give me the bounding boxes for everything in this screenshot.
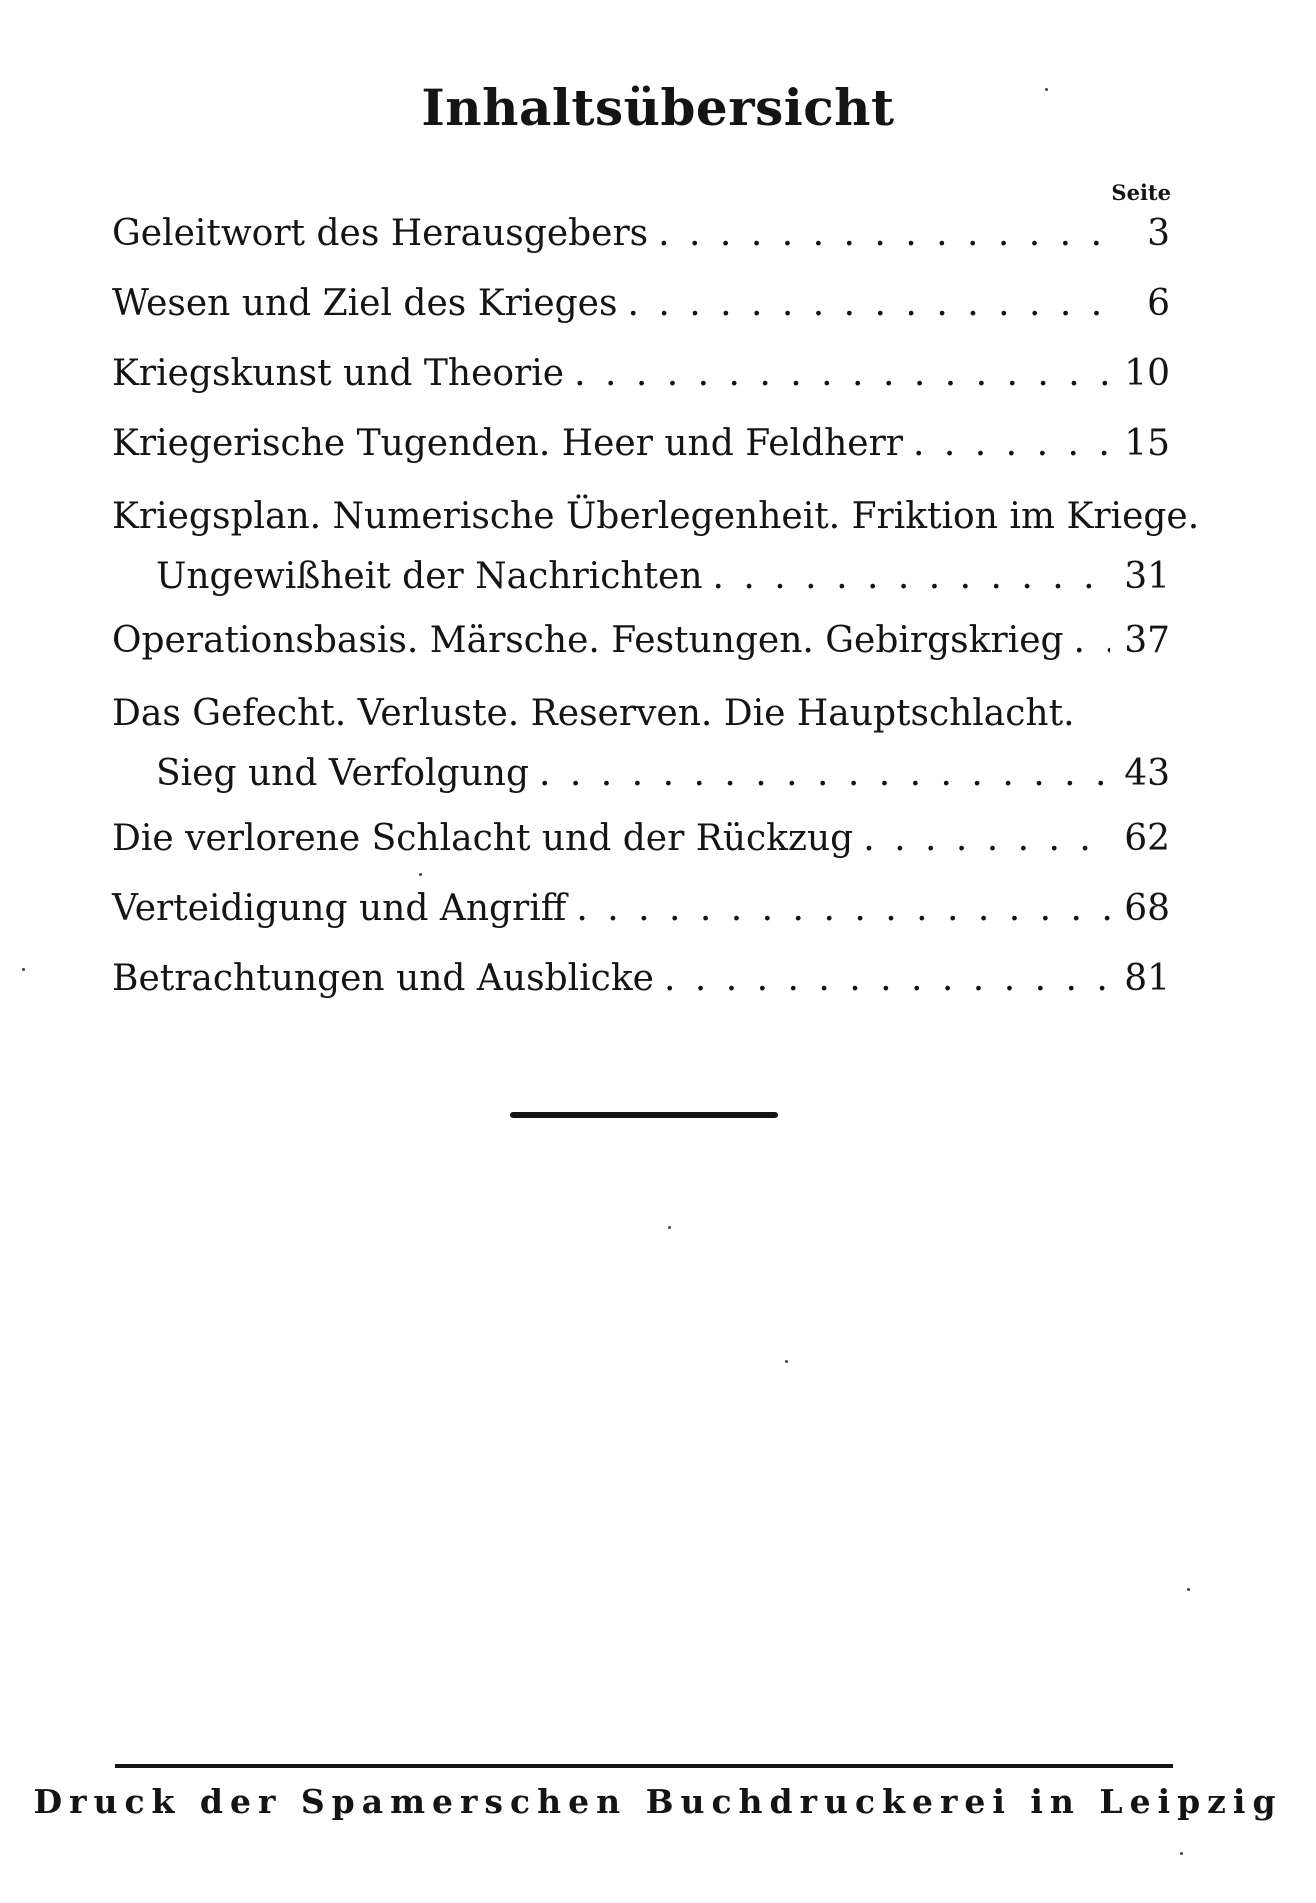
leader-dots [574, 353, 1110, 395]
toc-entry [112, 888, 1170, 930]
toc-entry-title: Operationsbasis. Märsche. Festungen. Gebirgskrieg [112, 620, 1064, 661]
scan-speck [1180, 1852, 1183, 1855]
toc-entry-title: Kriegerische Tugenden. Heer und Feldherr [112, 423, 904, 464]
toc-entry-title: Geleitwort des Herausgebers [112, 213, 649, 254]
leader-dots [658, 213, 1110, 255]
toc-entry [112, 620, 1170, 662]
leader-dots [863, 818, 1110, 860]
toc-entry-page: 10 [1124, 353, 1170, 394]
toc-entry-title-line: Sieg und Verfolgung [156, 753, 530, 794]
toc-entry [112, 496, 1200, 598]
leader-dots [539, 753, 1110, 795]
toc-entry-page: 62 [1124, 818, 1170, 859]
scan-speck [1187, 1588, 1190, 1591]
toc-entry-title: Die verlorene Schlacht und der Rückzug [112, 818, 854, 859]
toc-entry-title: Verteidigung und Angriff [112, 888, 567, 929]
toc-entry [112, 818, 1170, 860]
leader-dots [627, 283, 1110, 325]
toc-entry [112, 693, 1170, 795]
printer-imprint: Druck der Spamerschen Buchdruckerei in Leipzig [33, 1782, 1283, 1821]
scan-speck [668, 1226, 671, 1229]
toc-entry-title-line: Kriegsplan. Numerische Überlegenheit. Friktion im Kriege. [112, 496, 1200, 537]
leader-dots [664, 958, 1110, 1000]
leader-dots [1074, 620, 1110, 662]
toc-entry [112, 353, 1170, 395]
scan-speck [1045, 88, 1048, 91]
page-title: Inhaltsübersicht [421, 78, 895, 137]
toc-entry-page: 43 [1124, 753, 1170, 794]
toc-entry-page: 3 [1147, 213, 1170, 254]
toc-entry [112, 958, 1170, 1000]
leader-dots [913, 423, 1110, 465]
toc-entry-title: Wesen und Ziel des Krieges [112, 283, 618, 324]
toc-entry-page: 68 [1124, 888, 1170, 929]
page-column-label: Seite [1111, 180, 1171, 205]
toc-entry-title-line: Das Gefecht. Verluste. Reserven. Die Hauptschlacht. [112, 693, 1075, 734]
toc-entry-title: Kriegskunst und Theorie [112, 353, 565, 394]
toc-entry-page: 37 [1124, 620, 1170, 661]
toc-entry-page: 31 [1124, 556, 1170, 597]
toc-entry-title-line: Ungewißheit der Nachrichten [156, 556, 703, 597]
scan-speck [22, 968, 25, 971]
leader-dots [576, 888, 1110, 930]
toc-entry [112, 283, 1170, 325]
toc-entry-title: Betrachtungen und Ausblicke [112, 958, 654, 999]
ornament-rule [510, 1112, 778, 1118]
toc-entry-page: 6 [1147, 283, 1170, 324]
footer-rule [115, 1764, 1173, 1768]
scan-speck [419, 873, 422, 876]
toc-entry-page: 81 [1124, 958, 1170, 999]
toc-entry [112, 423, 1170, 465]
toc-entry-page: 15 [1124, 423, 1170, 464]
scan-speck [785, 1360, 788, 1363]
toc-entry [112, 213, 1170, 255]
leader-dots [713, 556, 1110, 598]
